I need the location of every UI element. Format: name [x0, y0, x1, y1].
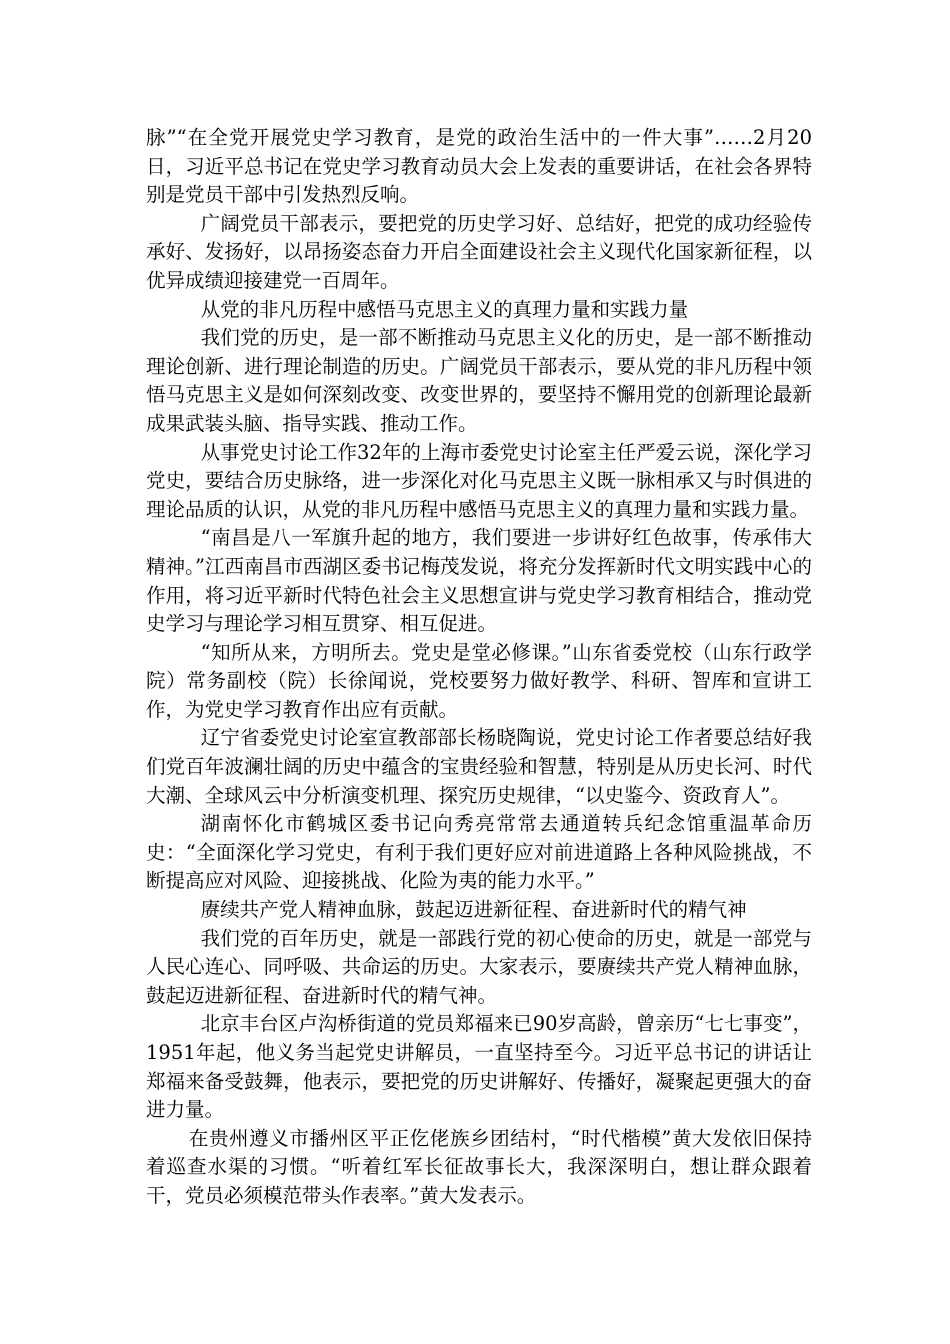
paragraph-2: 广阔党员干部表示，要把党的历史学习好、总结好，把党的成功经验传承好、发扬好，以昂扬姿态奋力开启全面建设社会主义现代化国家新征程，以优异成绩迎接建党一百周年。 — [146, 211, 812, 292]
section-heading-1: 从党的非凡历程中感悟马克思主义的真理力量和实践力量 — [200, 297, 689, 321]
paragraph-1: 脉”“在全党开展党史学习教育，是党的政治生活中的一件大事”……2月20日，习近平总书记在党史学习教育动员大会上发表的重要讲话，在社会各界特别是党员干部中引发热烈反响。 — [146, 126, 812, 207]
paragraph-5: “南昌是八一军旗升起的地方，我们要进一步讲好红色故事，传承伟大精神。”江西南昌市西湖区委书记梅茂发说，将充分发挥新时代文明实践中心的作用，将习近平新时代特色社会主义思想宣讲与党史学习教育相结合，推动党史学习与理论学习相互贯穿、相互促进。 — [146, 526, 812, 636]
paragraph-8: 湖南怀化市鹤城区委书记向秀亮常常去通道转兵纪念馆重温革命历史：“全面深化学习党史，有利于我们更好应对前进道路上各种风险挑战，不断提高应对风险、迎接挑战、化险为夷的能力水平。” — [146, 812, 812, 893]
paragraph-9: 我们党的百年历史，就是一部践行党的初心使命的历史，就是一部党与人民心连心、同呼吸、共命运的历史。大家表示，要赓续共产党人精神血脉，鼓起迈进新征程、奋进新时代的精气神。 — [146, 926, 812, 1007]
paragraph-11: 在贵州遵义市播州区平正仡佬族乡团结村，“时代楷模”黄大发依旧保持着巡查水渠的习惯。“听着红军长征故事长大，我深深明白，想让群众跟着干，党员必须模范带头作表率。”黄大发表示。 — [146, 1126, 812, 1207]
paragraph-6: “知所从来，方明所去。党史是堂必修课。”山东省委党校（山东行政学院）常务副校（院）长徐闻说，党校要努力做好教学、科研、智库和宣讲工作，为党史学习教育作出应有贡献。 — [146, 640, 812, 721]
paragraph-4: 从事党史讨论工作32年的上海市委党史讨论室主任严爱云说，深化学习党史，要结合历史脉络，进一步深化对化马克思主义既一脉相承又与时俱进的理论品质的认识，从党的非凡历程中感悟马克思主义的真理力量和实践力量。 — [146, 440, 812, 521]
paragraph-3: 我们党的历史，是一部不断推动马克思主义化的历史，是一部不断推动理论创新、进行理论制造的历史。广阔党员干部表示，要从党的非凡历程中领悟马克思主义是如何深刻改变、改变世界的，要坚持不懈用党的创新理论最新成果武装头脑、指导实践、推动工作。 — [146, 326, 812, 435]
paragraph-7: 辽宁省委党史讨论室宣教部部长杨晓陶说，党史讨论工作者要总结好我们党百年波澜壮阔的历史中蕴含的宝贵经验和智慧，特别是从历史长河、时代大潮、全球风云中分析演变机理、探究历史规律，“以史鉴今、资政育人”。 — [146, 726, 812, 807]
section-heading-2: 赓续共产党人精神血脉，鼓起迈进新征程、奋进新时代的精气神 — [200, 898, 747, 922]
paragraph-10: 北京丰台区卢沟桥街道的党员郑福来已90岁高龄，曾亲历“七七事变”，1951年起，他义务当起党史讲解员，一直坚持至今。习近平总书记的讲话让郑福来备受鼓舞，他表示，要把党的历史讲解好、传播好，凝聚起更强大的奋进力量。 — [146, 1012, 812, 1122]
document-body — [146, 124, 812, 1211]
